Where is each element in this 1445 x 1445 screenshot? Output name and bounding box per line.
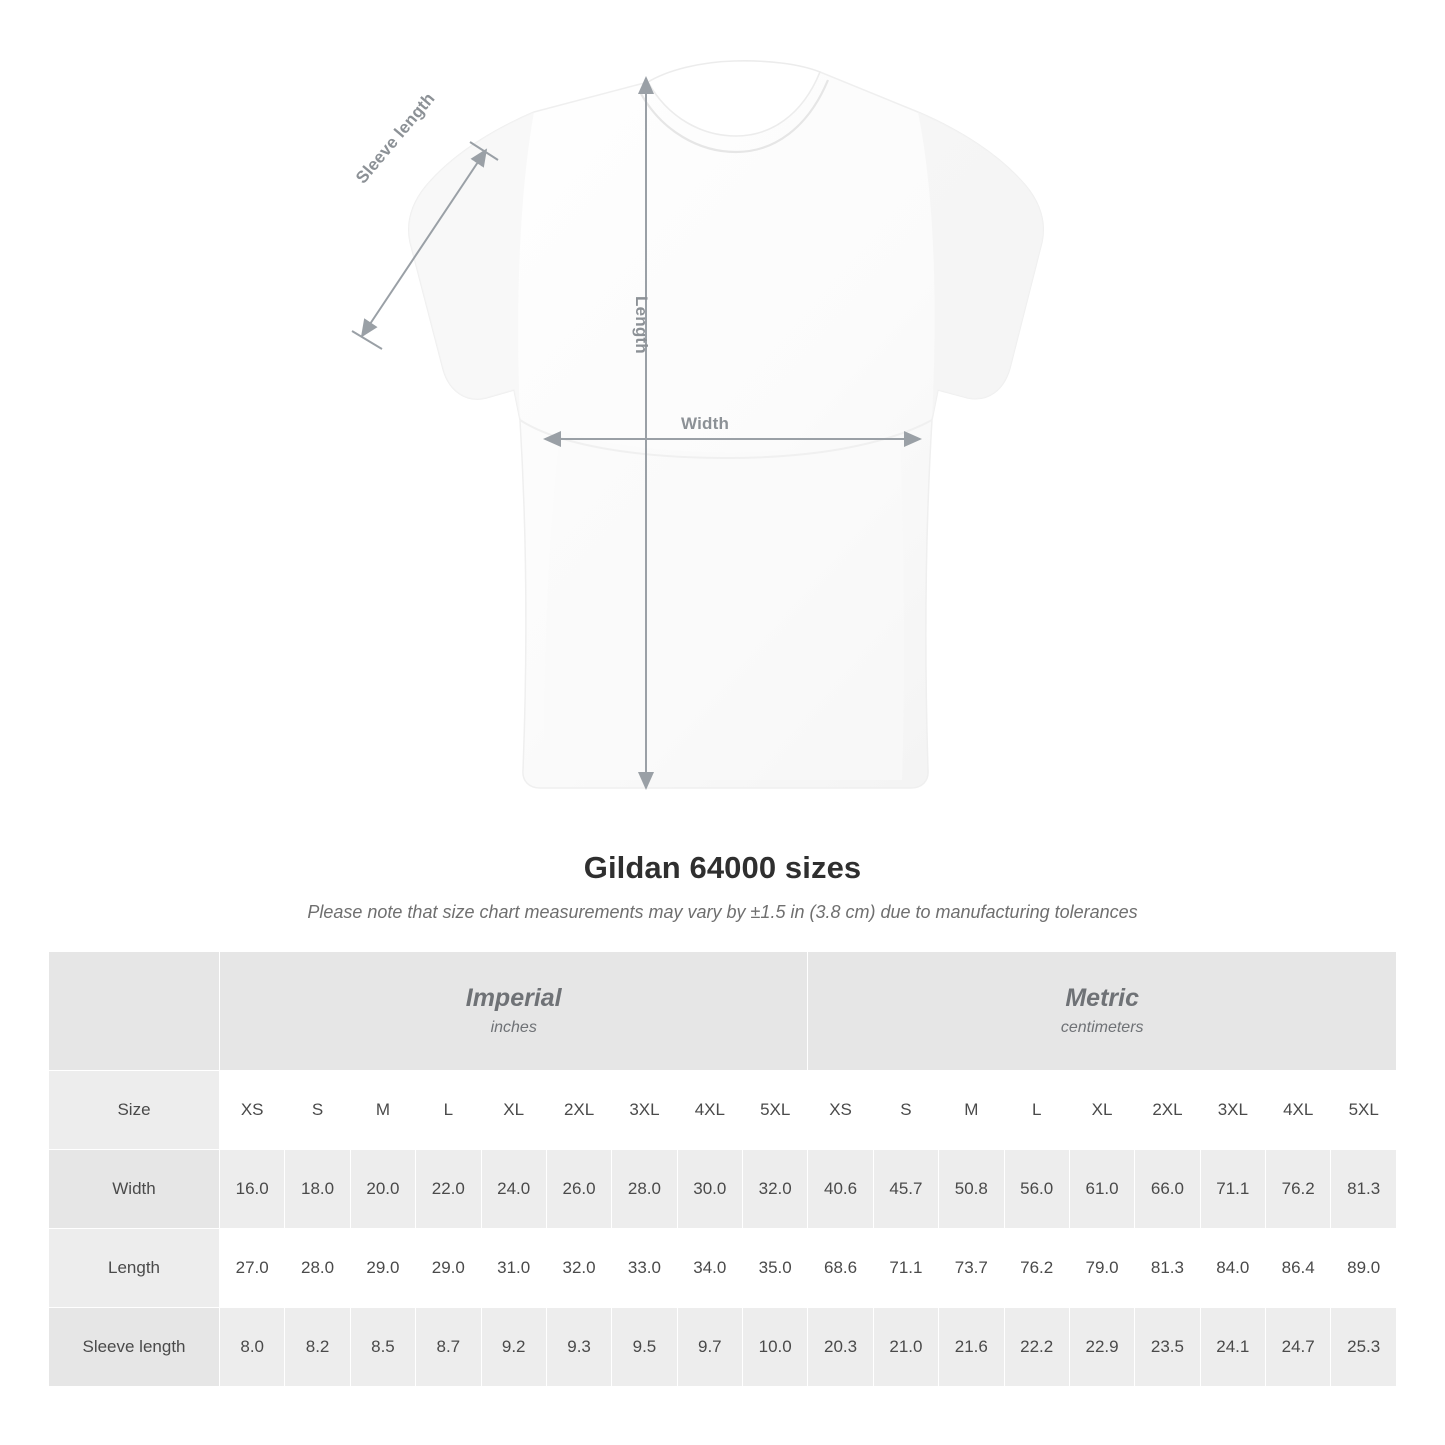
measurement-value: 32.0 [546,1229,611,1308]
size-header-cell: 5XL [743,1071,808,1150]
size-header-cell: 2XL [546,1071,611,1150]
measurement-value: 22.9 [1069,1308,1134,1387]
measurement-value: 56.0 [1004,1150,1069,1229]
size-header-cell: L [1004,1071,1069,1150]
measurement-value: 8.5 [350,1308,415,1387]
page-title: Gildan 64000 sizes [583,850,862,885]
measurement-value: 29.0 [350,1229,415,1308]
measurement-value: 86.4 [1266,1229,1331,1308]
measurement-value: 9.3 [546,1308,611,1387]
measurement-label: Sleeve length [49,1308,220,1387]
measurement-value: 22.0 [416,1150,481,1229]
measurement-value: 8.2 [285,1308,350,1387]
unit-system-name: Metric [1065,984,1139,1013]
measurement-value: 45.7 [873,1150,938,1229]
measurement-value: 18.0 [285,1150,350,1229]
measurement-value: 9.2 [481,1308,546,1387]
measurement-value: 28.0 [285,1229,350,1308]
measurement-value: 21.0 [873,1308,938,1387]
measurement-value: 24.7 [1266,1308,1331,1387]
measurement-value: 26.0 [546,1150,611,1229]
measurement-value: 81.3 [1331,1150,1397,1229]
size-header-cell: M [939,1071,1004,1150]
measurement-value: 35.0 [743,1229,808,1308]
measurement-value: 20.0 [350,1150,415,1229]
measurement-value: 10.0 [743,1308,808,1387]
size-header-cell: XL [481,1071,546,1150]
measurement-value: 40.6 [808,1150,873,1229]
measurement-value: 68.6 [808,1229,873,1308]
measurement-value: 76.2 [1004,1229,1069,1308]
table-row [49,1150,1397,1229]
size-header-cell: XS [808,1071,873,1150]
measurement-value: 61.0 [1069,1150,1134,1229]
sleeve-length-label: Sleeve length [352,89,439,188]
size-table-wrapper [48,951,1397,1387]
size-header-cell: 2XL [1135,1071,1200,1150]
measurement-value: 29.0 [416,1229,481,1308]
table-row [49,1229,1397,1308]
measurement-value: 9.7 [677,1308,742,1387]
measurement-value: 76.2 [1266,1150,1331,1229]
measurement-label: Width [49,1150,220,1229]
unit-system-unit: centimeters [1060,1018,1144,1036]
measurement-value: 31.0 [481,1229,546,1308]
table-row [49,1308,1397,1387]
measurement-value: 84.0 [1200,1229,1265,1308]
unit-system-header-metric [808,952,1397,1071]
measurement-value: 9.5 [612,1308,677,1387]
measurement-value: 66.0 [1135,1150,1200,1229]
measurement-value: 71.1 [1200,1150,1265,1229]
measurement-value: 30.0 [677,1150,742,1229]
size-header-cell: XL [1069,1071,1134,1150]
measurement-value: 28.0 [612,1150,677,1229]
measurement-value: 24.1 [1200,1308,1265,1387]
measurement-value: 27.0 [220,1229,285,1308]
measurement-value: 71.1 [873,1229,938,1308]
unit-system-unit: inches [490,1018,537,1036]
measurement-value: 8.7 [416,1308,481,1387]
title-block [0,850,1445,923]
measurement-value: 8.0 [220,1308,285,1387]
measurement-value: 81.3 [1135,1229,1200,1308]
width-label: Width [681,414,730,433]
tolerance-note: Please note that size chart measurements may vary by ±1.5 in (3.8 cm) due to manufacturing tolerances [307,902,1138,922]
measurement-label: Length [49,1229,220,1308]
size-header-cell: S [285,1071,350,1150]
measurement-value: 25.3 [1331,1308,1397,1387]
size-header-cell: M [350,1071,415,1150]
size-header-cell: 4XL [1266,1071,1331,1150]
table-corner-cell [49,952,220,1071]
measurement-value: 24.0 [481,1150,546,1229]
unit-system-header-imperial [220,952,808,1071]
measurement-value: 20.3 [808,1308,873,1387]
size-header-cell: XS [220,1071,285,1150]
length-label: Length [632,296,651,354]
size-header-cell: 3XL [612,1071,677,1150]
size-header-label: Size [49,1071,220,1150]
measurement-value: 33.0 [612,1229,677,1308]
measurement-value: 23.5 [1135,1308,1200,1387]
size-header-cell: 4XL [677,1071,742,1150]
measurement-value: 16.0 [220,1150,285,1229]
size-header-cell: 3XL [1200,1071,1265,1150]
measurement-value: 22.2 [1004,1308,1069,1387]
size-header-row [49,1071,1397,1150]
measurement-value: 73.7 [939,1229,1004,1308]
measurement-value: 50.8 [939,1150,1004,1229]
size-header-cell: 5XL [1331,1071,1397,1150]
unit-system-name: Imperial [465,984,562,1013]
measurement-value: 21.6 [939,1308,1004,1387]
measurement-value: 32.0 [743,1150,808,1229]
unit-system-header-row [49,952,1397,1071]
measurement-value: 34.0 [677,1229,742,1308]
measurement-value: 79.0 [1069,1229,1134,1308]
size-table [48,951,1397,1387]
size-header-cell: S [873,1071,938,1150]
measurement-value: 89.0 [1331,1229,1397,1308]
size-header-cell: L [416,1071,481,1150]
